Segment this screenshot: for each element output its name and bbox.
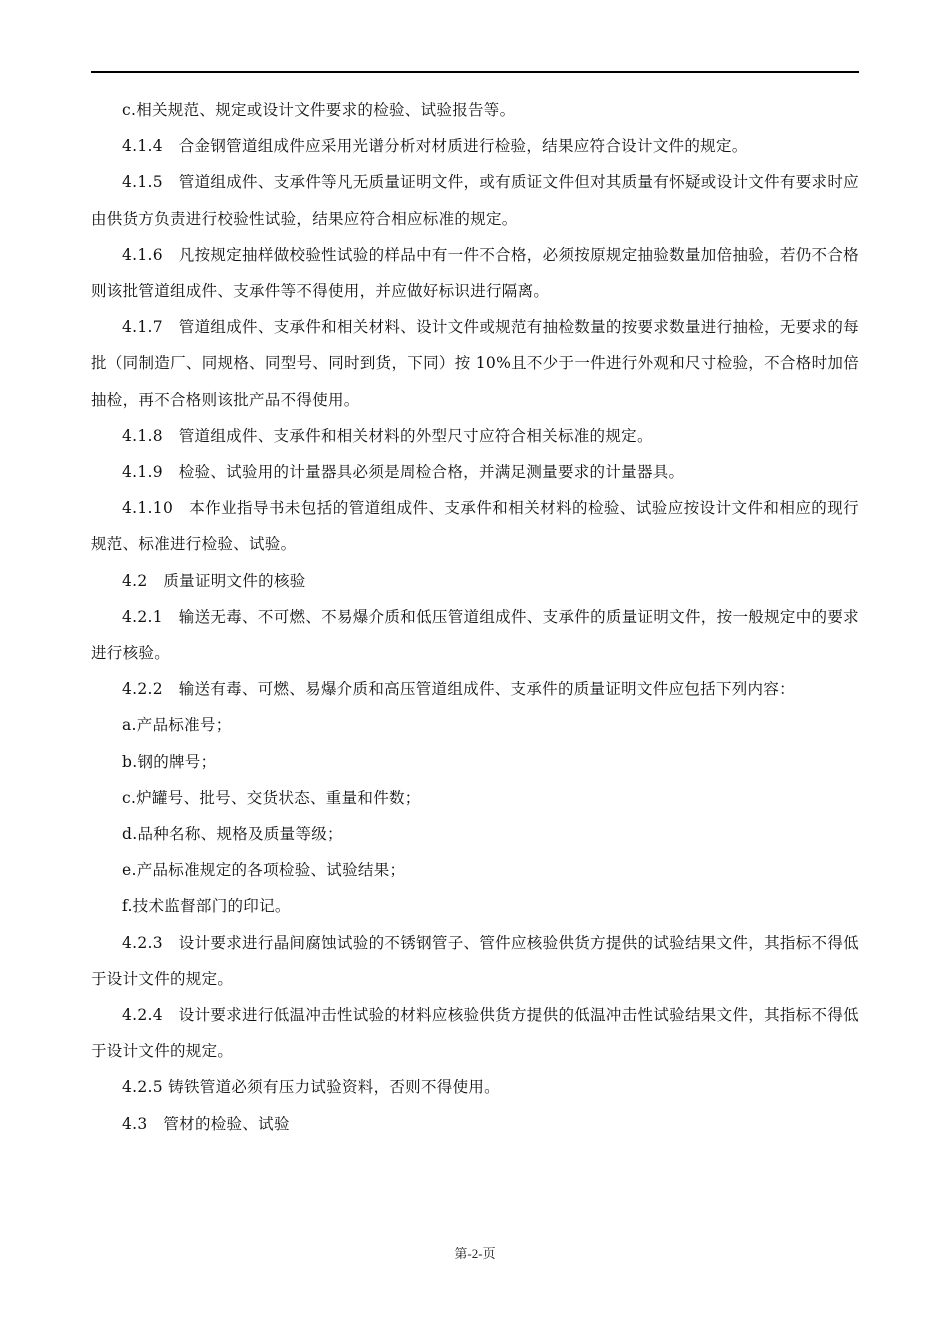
page-number: 第-2-页 xyxy=(454,1246,496,1261)
list-item-a: a.产品标准号； xyxy=(122,716,232,735)
list-item-f: f.技术监督部门的印记。 xyxy=(122,897,291,916)
list-item-c: c.炉罐号、批号、交货状态、重量和件数； xyxy=(122,788,421,807)
section-heading-4-2: 4.2 质量证明文件的核验 xyxy=(122,571,306,590)
paragraph-4-1-4: 4.1.4 合金钢管道组成件应采用光谱分析对材质进行检验，结果应符合设计文件的规定。 xyxy=(122,137,748,156)
list-item-d: d.品种名称、规格及质量等级； xyxy=(122,825,343,844)
paragraph-4-1-8: 4.1.8 管道组成件、支承件和相关材料的外型尺寸应符合相关标准的规定。 xyxy=(122,426,653,445)
paragraph-4-2-3: 4.2.3 设计要求进行晶间腐蚀试验的不锈钢管子、管件应核验供货方提供的试验结果文件，其指标不得低于设计文件的规定。 xyxy=(91,933,859,988)
paragraph-4-1-7: 4.1.7 管道组成件、支承件和相关材料、设计文件或规范有抽检数量的按要求数量进行抽检，无要求的每批（同制造厂、同规格、同型号、同时到货，下同）按 10%且不少于一件进行外观和尺寸检验，不合格时加倍抽检，再不合格则该批产品不得使用。 xyxy=(91,318,859,409)
paragraph-4-2-4: 4.2.4 设计要求进行低温冲击性试验的材料应核验供货方提供的低温冲击性试验结果文件，其指标不得低于设计文件的规定。 xyxy=(91,1006,859,1061)
section-heading-4-3: 4.3 管材的检验、试验 xyxy=(122,1114,290,1133)
paragraph-4-1-6: 4.1.6 凡按规定抽样做校验性试验的样品中有一件不合格，必须按原规定抽验数量加倍抽验，若仍不合格则该批管道组成件、支承件等不得使用，并应做好标识进行隔离。 xyxy=(91,245,859,301)
document-body xyxy=(91,92,859,1142)
list-item-b: b.钢的牌号； xyxy=(122,752,217,771)
paragraph-4-2-5: 4.2.5 铸铁管道必须有压力试验资料，否则不得使用。 xyxy=(122,1078,500,1097)
paragraph-4-1-10: 4.1.10 本作业指导书未包括的管道组成件、支承件和相关材料的检验、试验应按设计文件和相应的现行规范、标准进行检验、试验。 xyxy=(91,499,859,554)
paragraph-4-2-2: 4.2.2 输送有毒、可燃、易爆介质和高压管道组成件、支承件的质量证明文件应包括下列内容： xyxy=(122,680,795,699)
paragraph-4-1-9: 4.1.9 检验、试验用的计量器具必须是周检合格，并满足测量要求的计量器具。 xyxy=(122,463,685,482)
list-item-e: e.产品标准规定的各项检验、试验结果； xyxy=(122,861,406,880)
paragraph-4-2-1: 4.2.1 输送无毒、不可燃、不易爆介质和低压管道组成件、支承件的质量证明文件，按一般规定中的要求进行核验。 xyxy=(91,607,859,663)
paragraph-c: c.相关规范、规定或设计文件要求的检验、试验报告等。 xyxy=(122,101,516,119)
paragraph-4-1-5: 4.1.5 管道组成件、支承件等凡无质量证明文件，或有质证文件但对其质量有怀疑或设计文件有要求时应由供货方负责进行校验性试验，结果应符合相应标准的规定。 xyxy=(91,173,859,228)
header-rule xyxy=(91,71,859,73)
